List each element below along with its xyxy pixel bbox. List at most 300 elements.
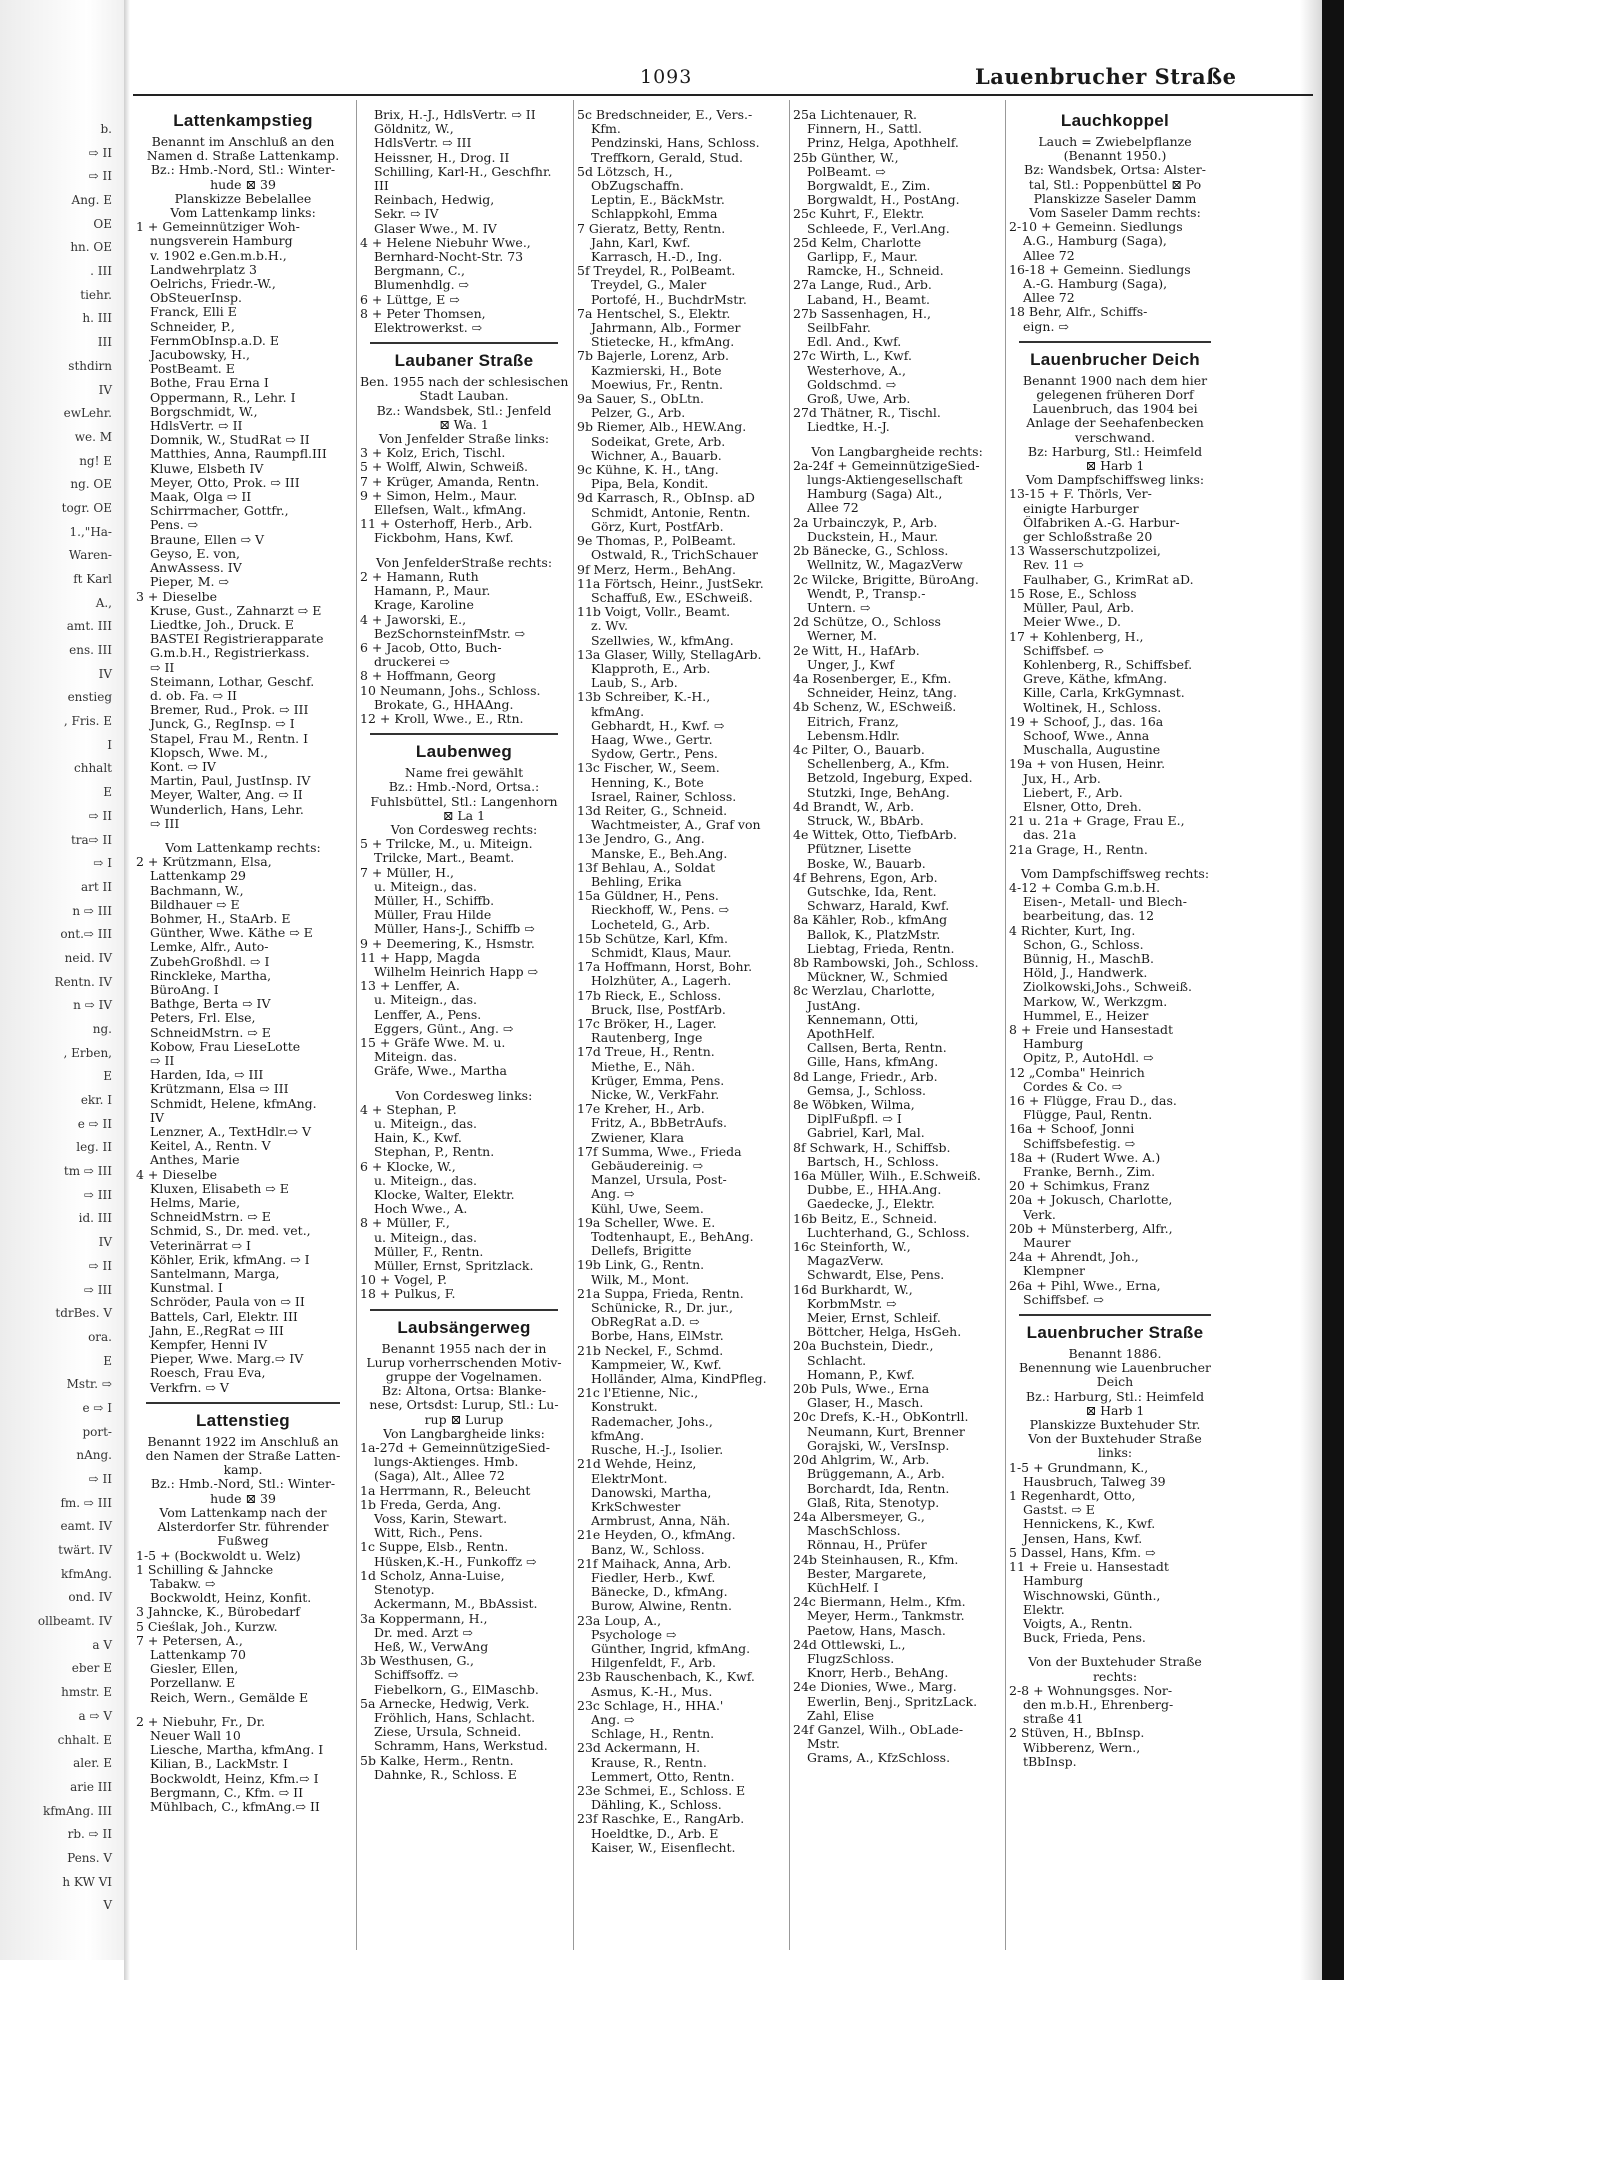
resident-line: Hoch Wwe., A. xyxy=(374,1202,468,1217)
house-entry: 4 + Dieselbe xyxy=(136,1167,217,1182)
street-info-line: (Benannt 1950.) xyxy=(1063,149,1167,164)
resident-line: Neumann, Kurt, Brenner xyxy=(807,1424,965,1439)
house-entry: 4 + Jaworski, E., xyxy=(360,612,467,627)
resident-line: FlugzSchloss. xyxy=(807,1651,895,1666)
house-entry: 21a Suppa, Frieda, Rentn. xyxy=(577,1286,744,1301)
resident-line: Domnik, W., StudRat ⇨ II xyxy=(150,433,310,448)
house-entry: 16-18 + Gemeinn. Siedlungs xyxy=(1009,262,1191,277)
house-entry: 5 Dassel, Hans, Kfm. ⇨ xyxy=(1009,1545,1156,1560)
resident-line: u. Miteign., das. xyxy=(374,1230,478,1245)
facing-page-text: E xyxy=(103,1353,112,1368)
resident-line: Gastst. ⇨ E xyxy=(1023,1503,1095,1518)
directory-column-4 xyxy=(793,108,1001,1888)
resident-line: u. Miteign., das. xyxy=(374,1173,478,1188)
house-entry: 11 + Osterhoff, Herb., Arb. xyxy=(360,517,533,532)
house-entry: 5f Treydel, R., PolBeamt. xyxy=(577,264,736,279)
street-info-line: kamp. xyxy=(223,1463,263,1478)
house-entry: 8 + Hoffmann, Georg xyxy=(360,669,496,684)
street-info-line: Vom Dampfschiffsweg rechts: xyxy=(1020,866,1210,881)
facing-page-text: III xyxy=(97,335,112,350)
resident-line: ApothHelf. xyxy=(807,1027,876,1041)
house-entry: 2 + Niebuhr, Fr., Dr. xyxy=(136,1714,266,1729)
column-divider xyxy=(573,100,574,1950)
resident-line: Hüsken,K.-H., Funkoffz ⇨ xyxy=(374,1554,537,1569)
resident-line: Brüggemann, A., Arb. xyxy=(807,1467,945,1482)
resident-line: Martin, Paul, JustInsp. IV xyxy=(150,774,311,789)
resident-line: Wachtmeister, A., Graf von xyxy=(591,818,761,833)
resident-line: Ölfabriken A.-G. Harbur- xyxy=(1023,515,1180,530)
resident-line: Meier, Ernst, Schleif. xyxy=(807,1311,941,1326)
house-entry: 13-15 + F. Thörls, Ver- xyxy=(1009,487,1152,502)
resident-line: Schlappkohl, Emma xyxy=(591,207,718,222)
resident-line: Fröhlich, Hans, Schlacht. xyxy=(374,1710,536,1725)
house-entry: 24f Ganzel, Wilh., ObLade- xyxy=(793,1722,964,1737)
facing-page-text: neid. IV xyxy=(64,950,112,965)
section-rule xyxy=(370,342,558,344)
resident-line: Stapel, Frau M., Rentn. I xyxy=(150,731,309,746)
resident-line: Goldschmd. ⇨ xyxy=(807,377,897,392)
facing-page-text: E xyxy=(103,1069,112,1084)
street-info-line: Bz.: Hmb.-Nord, Stl.: Winter- xyxy=(150,163,336,178)
house-entry: 13 Wasserschutzpolizei, xyxy=(1009,544,1161,559)
facing-page-text: n ⇨ III xyxy=(72,903,112,918)
resident-line: Wichner, A., Bauarb. xyxy=(591,448,722,463)
house-entry: 16c Steinforth, W., xyxy=(793,1240,911,1255)
resident-line: Luchterhand, G., Schloss. xyxy=(807,1225,970,1240)
resident-line: Tabakw. ⇨ xyxy=(150,1576,216,1591)
house-entry: 1a Herrmann, R., Beleucht xyxy=(360,1483,531,1498)
house-entry: 21f Maihack, Anna, Arb. xyxy=(577,1556,732,1571)
street-info-line: gelegenen früheren Dorf xyxy=(1036,388,1194,403)
house-entry: 16b Beitz, E., Schneid. xyxy=(793,1211,938,1226)
resident-line: Brokate, G., HHAAng. xyxy=(374,697,514,712)
house-entry: 23d Ackermann, H. xyxy=(577,1741,701,1756)
facing-page-text: ng. xyxy=(92,1022,112,1036)
resident-line: Rev. 11 ⇨ xyxy=(1023,558,1084,573)
house-entry: 9f Merz, Herm., BehAng. xyxy=(577,562,736,577)
resident-line: Dr. med. Arzt ⇨ xyxy=(374,1625,473,1640)
resident-line: Bergmann, C., xyxy=(374,264,465,279)
house-entry: 5b Kalke, Herm., Rentn. xyxy=(360,1753,514,1768)
house-entry: 1b Freda, Gerda, Ang. xyxy=(360,1497,502,1512)
resident-line: Stenotyp. xyxy=(374,1583,435,1598)
resident-line: Woltinek, H., Schloss. xyxy=(1023,700,1162,715)
resident-line: Gebäudereinig. ⇨ xyxy=(591,1159,704,1174)
house-entry: 16 + Flügge, Frau D., das. xyxy=(1009,1094,1177,1108)
facing-page-text: ⇨ I xyxy=(93,856,112,871)
resident-line: Schon, G., Schloss. xyxy=(1023,937,1144,952)
house-entry: 5 + Wolff, Alwin, Schweiß. xyxy=(360,460,529,475)
resident-line: III xyxy=(374,179,389,194)
street-info-line: links: xyxy=(1097,1446,1133,1461)
resident-line: Treffkorn, Gerald, Stud. xyxy=(591,150,744,165)
resident-line: nungsverein Hamburg xyxy=(150,234,293,249)
resident-line: MagazVerw. xyxy=(807,1254,884,1269)
resident-line: DiplFußpfl. ⇨ I xyxy=(807,1112,902,1127)
resident-line: Meyer, Walter, Ang. ⇨ II xyxy=(150,788,303,803)
resident-line: Bockwoldt, Heinz, Konfit. xyxy=(150,1591,312,1606)
resident-line: Elektrowerkst. ⇨ xyxy=(374,321,483,336)
street-info-line: rechts: xyxy=(1092,1669,1138,1684)
house-entry: 19a + von Husen, Heinr. xyxy=(1009,757,1166,772)
resident-line: Battels, Carl, Elektr. III xyxy=(150,1309,298,1324)
resident-line: Schmidt, Antonie, Rentn. xyxy=(591,505,751,520)
resident-line: Manske, E., Beh.Ang. xyxy=(591,846,728,861)
house-entry: 20a Buchstein, Diedr., xyxy=(793,1339,934,1354)
resident-line: Kempfer, Henni IV xyxy=(150,1338,268,1353)
resident-line: A.G., Hamburg (Saga), xyxy=(1023,234,1167,249)
resident-line: Ziese, Ursula, Schneid. xyxy=(374,1725,522,1740)
spacer xyxy=(136,1705,350,1715)
resident-line: Gutschke, Ida, Rent. xyxy=(807,884,937,899)
resident-line: Szellwies, W., kfmAng. xyxy=(591,633,734,648)
resident-line: Ang. ⇨ xyxy=(591,1187,635,1202)
facing-page-text: Ang. E xyxy=(71,193,112,208)
spacer xyxy=(793,435,1001,445)
resident-line: Werner, M. xyxy=(807,629,877,644)
resident-line: Knorr, Herb., BehAng. xyxy=(807,1666,949,1681)
house-entry: 2d Schütze, O., Schloss xyxy=(793,615,941,630)
resident-line: Müller, H., Schiffb. xyxy=(374,893,495,908)
house-entry: 8 + Freie und Hansestadt xyxy=(1009,1022,1173,1037)
resident-line: Allee 72 xyxy=(807,501,859,516)
facing-page-text: A., xyxy=(95,595,112,610)
resident-line: Pens. ⇨ xyxy=(150,518,199,533)
resident-line: Anthes, Marie xyxy=(150,1153,240,1168)
facing-page-text: a V xyxy=(92,1637,112,1652)
resident-line: JustAng. xyxy=(807,998,861,1013)
resident-line: Laband, H., Beamt. xyxy=(807,292,930,307)
resident-line: Betzold, Ingeburg, Exped. xyxy=(807,771,973,786)
resident-line: Wischnowski, Günth., xyxy=(1023,1588,1161,1603)
house-entry: 17b Rieck, E., Schloss. xyxy=(577,988,722,1003)
house-entry: 25d Kelm, Charlotte xyxy=(793,235,922,250)
resident-line: tBbInsp. xyxy=(1023,1754,1077,1769)
resident-line: Eisen-, Metall- und Blech- xyxy=(1023,895,1187,910)
facing-page-text: kfmAng. xyxy=(61,1566,112,1581)
street-info-line: Von JenfelderStraße rechts: xyxy=(375,555,553,570)
house-entry: 21c l'Etienne, Nic., xyxy=(577,1386,699,1401)
street-info-line: Benannt 1900 nach dem hier xyxy=(1022,373,1208,388)
resident-line: Pelzer, G., Arb. xyxy=(591,406,686,421)
house-entry: 17f Summa, Wwe., Frieda xyxy=(577,1144,742,1159)
facing-page-text: ekr. I xyxy=(80,1093,112,1108)
resident-line: Wilhelm Heinrich Happ ⇨ xyxy=(374,964,539,979)
column-divider xyxy=(356,100,357,1950)
section-rule xyxy=(370,733,558,735)
resident-line: Peters, Frl. Else, xyxy=(150,1011,256,1026)
resident-line: Hamann, P., Maur. xyxy=(374,584,491,599)
resident-line: Duckstein, H., Maur. xyxy=(807,529,939,544)
street-info-line: Planskizze Bebelallee xyxy=(174,191,312,206)
street-info-line: Fußweg xyxy=(217,1534,269,1549)
resident-line: Sodeikat, Grete, Arb. xyxy=(591,434,726,449)
directory-column-1 xyxy=(136,108,350,1888)
resident-line: Moewius, Fr., Rentn. xyxy=(591,377,723,392)
house-entry: 9a Sauer, S., ObLtn. xyxy=(577,392,705,407)
resident-line: Konstrukt. xyxy=(591,1400,658,1415)
resident-line: Bockwoldt, Heinz, Kfm.⇨ I xyxy=(150,1771,319,1786)
resident-line: Junck, G., RegInsp. ⇨ I xyxy=(150,717,295,732)
resident-line: Matthies, Anna, Raumpfl.III xyxy=(150,447,327,462)
house-entry: 4e Wittek, Otto, TiefbArb. xyxy=(793,828,958,843)
resident-line: Ostwald, R., TrichSchauer xyxy=(591,548,758,563)
resident-line: Fickbohm, Hans, Kwf. xyxy=(374,531,514,546)
resident-line: das. 21a xyxy=(1023,828,1077,843)
resident-line: Wellnitz, W., MagazVerw xyxy=(807,558,963,573)
resident-line: Treydel, G., Maler xyxy=(591,278,707,293)
resident-line: Krause, R., Rentn. xyxy=(591,1755,707,1770)
resident-line: Jahn, E.,RegRat ⇨ III xyxy=(150,1323,284,1338)
house-entry: 4f Behrens, Egon, Arb. xyxy=(793,870,938,885)
street-info-line: Planskizze Saseler Damm xyxy=(1033,191,1197,206)
resident-line: Reinbach, Hedwig, xyxy=(374,193,495,208)
house-entry: 21 u. 21a + Grage, Frau E., xyxy=(1009,814,1185,829)
resident-line: Mückner, W., Schmied xyxy=(807,970,948,985)
facing-page-text: ⇨ II xyxy=(88,1258,112,1273)
resident-line: Sydow, Gertr., Pens. xyxy=(591,747,718,762)
resident-line: PolBeamt. ⇨ xyxy=(807,164,886,179)
facing-page-text: , Erben, xyxy=(63,1045,112,1060)
house-entry: 19b Link, G., Rentn. xyxy=(577,1258,705,1273)
street-info-line: Name frei gewählt xyxy=(404,766,524,781)
resident-line: Mühlbach, C., kfmAng.⇨ II xyxy=(150,1799,320,1814)
house-entry: 13 + Lenffer, A. xyxy=(360,979,460,994)
resident-line: Brix, H.-J., HdlsVertr. ⇨ II xyxy=(374,108,536,122)
resident-line: Bergmann, C., Kfm. ⇨ II xyxy=(150,1785,304,1800)
house-entry: 8f Schwark, H., Schiffsb. xyxy=(793,1140,951,1155)
resident-line: Lenffer, A., Pens. xyxy=(374,1007,482,1022)
house-entry: 20c Drefs, K.-H., ObKontrll. xyxy=(793,1410,969,1425)
resident-line: Bünnig, H., MaschB. xyxy=(1023,951,1154,966)
resident-line: Bester, Margarete, xyxy=(807,1566,927,1581)
house-entry: 2 + Krützmann, Elsa, xyxy=(136,855,272,870)
resident-line: ⇨ II xyxy=(150,660,175,675)
street-info-line: Von Cordesweg links: xyxy=(395,1088,533,1103)
resident-line: Kluwe, Elsbeth IV xyxy=(150,461,264,476)
house-entry: 4c Pilter, O., Bauarb. xyxy=(793,742,925,757)
resident-line: Maak, Olga ⇨ II xyxy=(150,490,252,505)
resident-line: Lebensm.Hdlr. xyxy=(807,728,900,743)
house-entry: 13f Behlau, A., Soldat xyxy=(577,860,716,875)
resident-line: Ellefsen, Walt., kfmAng. xyxy=(374,503,527,518)
house-entry: 23e Schmei, E., Schloss. E xyxy=(577,1783,746,1798)
resident-line: Hilgenfeldt, F., Arb. xyxy=(591,1656,716,1671)
facing-page-text: 1.,"Ha- xyxy=(69,524,112,539)
resident-line: Schröder, Paula von ⇨ II xyxy=(150,1295,305,1310)
street-info-line: Von der Buxtehuder Straße xyxy=(1028,1432,1202,1447)
house-entry: 11b Voigt, Vollr., Beamt. xyxy=(577,605,731,620)
resident-line: Fiedler, Herb., Kwf. xyxy=(591,1570,716,1585)
resident-line: Groß, Uwe, Arb. xyxy=(807,392,911,407)
house-entry: 12 + Kroll, Wwe., E., Rtn. xyxy=(360,711,524,726)
house-entry: 2 + Hamann, Ruth xyxy=(360,569,479,584)
resident-line: Kampmeier, W., Kwf. xyxy=(591,1357,722,1372)
facing-page-text: amt. III xyxy=(66,619,112,634)
street-info-line: Bz.: Harburg, Stl.: Heimfeld xyxy=(1025,1389,1205,1404)
resident-line: Untern. ⇨ xyxy=(807,600,871,615)
resident-line: Schiffsbef. ⇨ xyxy=(1023,1292,1104,1307)
house-entry: 2 Stüven, H., BbInsp. xyxy=(1009,1726,1145,1741)
resident-line: Klopsch, Wwe. M., xyxy=(150,745,268,760)
house-entry: 2e Witt, H., HafArb. xyxy=(793,643,920,658)
facing-page-text: rb. ⇨ II xyxy=(67,1827,112,1842)
facing-page-text: eber E xyxy=(71,1661,112,1676)
resident-line: KrkSchwester xyxy=(591,1499,681,1514)
house-entry: 1 + Gemeinnütziger Woh- xyxy=(136,220,300,235)
resident-line: Haag, Wwe., Gertr. xyxy=(591,732,713,747)
resident-line: Rusche, H.-J., Isolier. xyxy=(591,1443,724,1458)
street-info-line: rup ⊠ Lurup xyxy=(424,1412,504,1427)
resident-line: Banz, W., Schloss. xyxy=(591,1542,705,1557)
facing-page-text: ens. III xyxy=(69,643,112,658)
street-info-line: Benannt im Anschluß an den xyxy=(151,135,335,149)
facing-page-text: hmstr. E xyxy=(61,1685,112,1700)
house-entry: 4 + Stephan, P. xyxy=(360,1102,457,1117)
resident-line: Pipa, Bela, Kondit. xyxy=(591,477,709,492)
house-entry: 26a + Pihl, Wwe., Erna, xyxy=(1009,1278,1161,1293)
house-entry: 5 + Trilcke, M., u. Miteign. xyxy=(360,837,533,852)
house-entry: 1-5 + Grundmann, K., xyxy=(1009,1460,1149,1475)
resident-line: Asmus, K.-H., Mus. xyxy=(591,1684,713,1699)
resident-line: Kazmierski, H., Bote xyxy=(591,363,722,378)
house-entry: 2c Wilcke, Brigitte, BüroAng. xyxy=(793,572,979,587)
resident-line: Zahl, Elise xyxy=(807,1708,875,1723)
resident-line: Kühl, Uwe, Seem. xyxy=(591,1201,704,1216)
resident-line: Borgschmidt, W., xyxy=(150,404,258,419)
facing-page-text: enstieg xyxy=(67,690,112,705)
resident-line: Oelrichs, Friedr.-W., xyxy=(150,277,276,292)
facing-page-text: h. III xyxy=(82,311,112,326)
resident-line: Wibberenz, Wern., xyxy=(1023,1740,1141,1755)
resident-line: Callsen, Berta, Rentn. xyxy=(807,1041,947,1056)
resident-line: MaschSchloss. xyxy=(807,1524,901,1539)
resident-line: Schiffsbef. ⇨ xyxy=(1023,643,1104,658)
resident-line: Roesch, Frau Eva, xyxy=(150,1366,266,1381)
facing-page-text: id. III xyxy=(78,1211,112,1226)
facing-page-text: IV xyxy=(98,1235,112,1250)
resident-line: Neuer Wall 10 xyxy=(150,1728,241,1743)
resident-line: Manzel, Ursula, Post- xyxy=(591,1173,727,1188)
directory-column-3 xyxy=(577,108,785,1888)
street-info-line: Von der Buxtehuder Straße xyxy=(1028,1655,1202,1670)
resident-line: Wilk, M., Mont. xyxy=(591,1272,690,1287)
spacer xyxy=(360,546,568,556)
facing-page-text: fm. ⇨ III xyxy=(60,1495,112,1510)
street-info-line: Benennung wie Lauenbrucher xyxy=(1019,1361,1211,1376)
house-entry: 8d Lange, Friedr., Arb. xyxy=(793,1069,938,1084)
resident-line: Kobow, Frau LieseLotte xyxy=(150,1039,301,1054)
facing-page-text: ollbeamt. IV xyxy=(37,1614,112,1629)
resident-line: Maurer xyxy=(1023,1236,1071,1251)
resident-line: Kfm. xyxy=(591,122,621,137)
house-entry: 17c Bröker, H., Lager. xyxy=(577,1017,717,1031)
resident-line: Stutzki, Inge, BehAng. xyxy=(807,785,950,800)
resident-line: Franck, Elli E xyxy=(150,305,237,320)
resident-line: Dähling, K., Schloss. xyxy=(591,1798,722,1813)
house-entry: 8 + Peter Thomsen, xyxy=(360,306,486,321)
street-info-line: Benannt 1886. xyxy=(1068,1347,1162,1362)
resident-line: Todtenhaupt, E., BehAng. xyxy=(591,1230,754,1245)
resident-line: Homann, P., Kwf. xyxy=(807,1367,915,1382)
house-entry: 8e Wöbken, Wilma, xyxy=(793,1098,915,1113)
house-entry: 7 Gieratz, Betty, Rentn. xyxy=(577,221,726,236)
resident-line: Witt, Rich., Pens. xyxy=(374,1526,483,1541)
house-entry: 15b Schütze, Karl, Kfm. xyxy=(577,931,729,946)
resident-line: Zwiener, Klara xyxy=(591,1130,684,1145)
facing-page-text: V xyxy=(103,1898,112,1913)
house-entry: 24a Albersmeyer, G., xyxy=(793,1509,925,1524)
resident-line: ⇨ III xyxy=(150,816,180,831)
house-entry: 19 + Schoof, J., das. 16a xyxy=(1009,714,1164,729)
house-entry: 13e Jendro, G., Ang. xyxy=(577,832,705,847)
resident-line: Schneider, P., xyxy=(150,319,235,334)
resident-line: Kille, Carla, KrkGymnast. xyxy=(1023,686,1185,701)
resident-line: Schwarz, Harald, Kwf. xyxy=(807,899,950,914)
resident-line: Buck, Frieda, Pens. xyxy=(1023,1631,1146,1646)
resident-line: Liedtke, Joh., Druck. E xyxy=(150,617,294,632)
facing-page-text: IV xyxy=(98,666,112,681)
facing-page-text: ⇨ II xyxy=(88,1472,112,1486)
house-entry: 16a Müller, Wilh., E.Schweiß. xyxy=(793,1169,981,1184)
facing-page-text: a ⇨ V xyxy=(78,1708,112,1723)
resident-line: Gebhardt, H., Kwf. ⇨ xyxy=(591,718,725,733)
resident-line: Rautenberg, Inge xyxy=(591,1031,703,1046)
resident-line: Ackermann, M., BbAssist. xyxy=(374,1597,538,1612)
resident-line: Meyer, Otto, Prok. ⇨ III xyxy=(150,475,300,490)
facing-page-text: IV xyxy=(98,382,112,397)
house-entry: 8a Kähler, Rob., kfmAng xyxy=(793,913,948,928)
facing-page-text: ewLehr. xyxy=(63,406,112,421)
section-rule xyxy=(1019,341,1211,343)
resident-line: bearbeitung, das. 12 xyxy=(1023,909,1155,924)
resident-line: Jahn, Karl, Kwf. xyxy=(591,235,691,250)
street-info-line: tal, Stl.: Poppenbüttel ⊠ Po xyxy=(1028,177,1202,192)
resident-line: Garlipp, F., Maur. xyxy=(807,250,918,265)
facing-page-text: tdrBes. V xyxy=(55,1306,112,1321)
resident-line: Kaiser, W., Eisenflecht. xyxy=(591,1840,736,1855)
street-info-line: Vom Lattenkamp links: xyxy=(170,206,316,221)
resident-line: Eitrich, Franz, xyxy=(807,714,899,729)
house-entry: 3b Westhusen, G., xyxy=(360,1654,474,1669)
street-heading: Lauchkoppel xyxy=(1060,111,1170,130)
resident-line: u. Miteign., das. xyxy=(374,993,478,1008)
street-info-line: Vom Dampfschiffsweg links: xyxy=(1025,473,1205,488)
resident-line: Lattenkamp 70 xyxy=(150,1647,247,1662)
resident-line: Elektr. xyxy=(1023,1602,1065,1617)
resident-line: Böttcher, Helga, HsGeh. xyxy=(807,1325,962,1340)
resident-line: BASTEI Registrierapparate xyxy=(150,632,324,647)
house-entry: 5 Cieślak, Joh., Kurzw. xyxy=(136,1619,278,1634)
facing-page-text: togr. OE xyxy=(61,500,112,515)
facing-page-fragment xyxy=(0,0,124,1960)
resident-line: Borgwaldt, H., PostAng. xyxy=(807,193,960,208)
resident-line: Ramcke, H., Schneid. xyxy=(807,264,944,279)
house-entry: 21b Neckel, F., Schmd. xyxy=(577,1343,724,1358)
house-entry: 4 Richter, Kurt, Ing. xyxy=(1009,923,1136,938)
resident-line: Unger, J., Kwf xyxy=(807,657,895,672)
resident-line: Veterinärrat ⇨ I xyxy=(150,1238,251,1253)
resident-line: Pieper, Wwe. Marg.⇨ IV xyxy=(150,1352,304,1367)
facing-page-text: , Fris. E xyxy=(63,714,112,729)
house-entry: 21a Grage, H., Rentn. xyxy=(1009,842,1148,857)
house-entry: 3a Koppermann, H., xyxy=(360,1611,488,1626)
resident-line: Eggers, Günt., Ang. ⇨ xyxy=(374,1021,514,1036)
house-entry: 11 + Happ, Magda xyxy=(360,950,481,965)
house-entry: 9d Karrasch, R., ObInsp. aD xyxy=(577,491,755,506)
resident-line: Müller, Hans-J., Schiffb ⇨ xyxy=(374,922,535,937)
resident-line: Görz, Kurt, PostfArb. xyxy=(591,519,724,534)
